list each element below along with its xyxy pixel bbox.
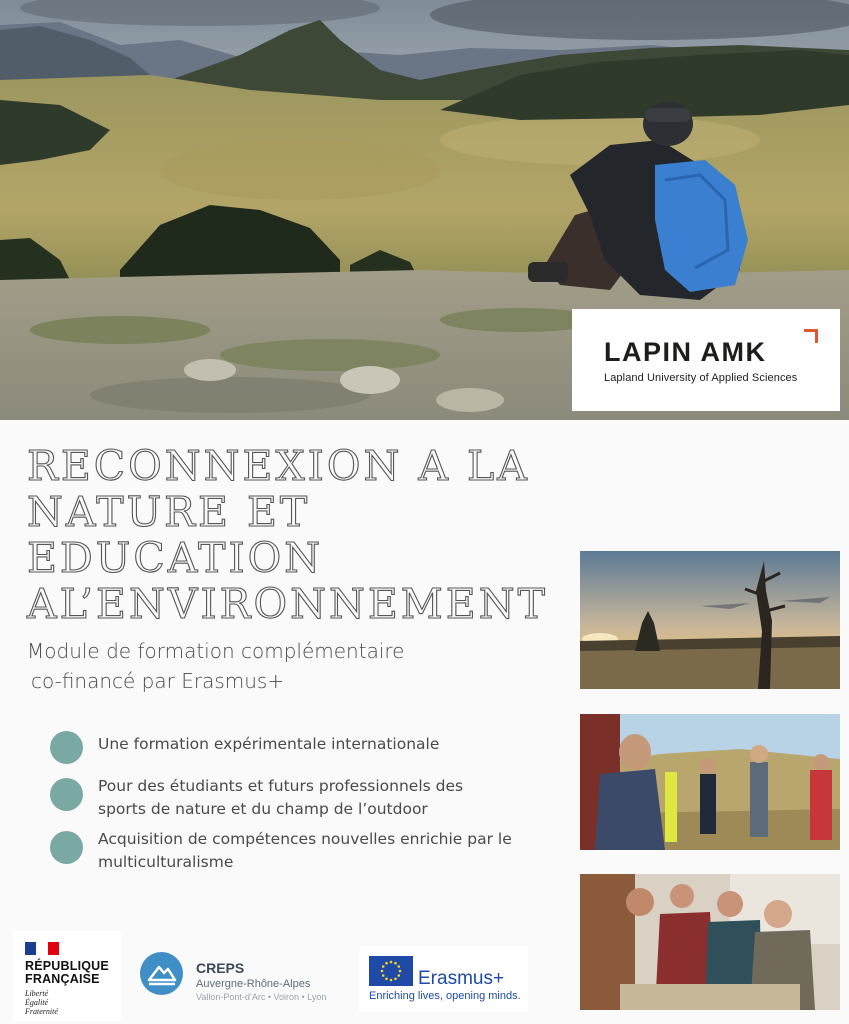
list-item [50, 775, 580, 821]
creps-name: CREPS [196, 960, 245, 976]
erasmus-name: Erasmus+ [418, 968, 505, 989]
bullet-text: Une formation expérimentale internationale [98, 735, 440, 753]
creps-mountain-icon [140, 952, 183, 995]
creps-region: Auvergne-Rhône-Alpes [196, 978, 311, 990]
eu-star-icon [390, 979, 393, 982]
title-line: NATURE ET [27, 488, 311, 536]
title-line: RECONNEXION A LA [27, 442, 530, 490]
creps-sites: Vallon-Pont-d’Arc • Voiron • Lyon [196, 992, 327, 1002]
group-hikers-photo [580, 714, 840, 850]
title-line: AL’ENVIRONNEMENT [27, 580, 548, 628]
eu-star-icon [382, 974, 385, 977]
erasmus-tagline: Enriching lives, opening minds. [369, 990, 521, 1002]
map-workshop-photo [580, 874, 840, 1010]
eu-flag-icon [369, 956, 413, 986]
eu-star-icon [394, 977, 397, 980]
eu-star-icon [399, 970, 402, 973]
list-item [50, 728, 580, 756]
sunset-tree-image [580, 551, 840, 689]
bullet-dot-icon [50, 831, 83, 864]
french-flag-icon [25, 942, 59, 955]
bullet-dot-icon [50, 778, 83, 811]
eu-star-icon [382, 965, 385, 968]
eu-star-icon [394, 962, 397, 965]
group-hikers-image [580, 714, 840, 850]
page-title [27, 443, 587, 627]
hero-photo [0, 0, 849, 420]
subtitle-line-1: Module de formation complémentaire [27, 639, 405, 663]
erasmus-logo [359, 946, 528, 1012]
title-line: EDUCATION [27, 534, 324, 582]
feature-list [50, 728, 580, 874]
subtitle-line-2: co-financé par Erasmus+ [31, 669, 285, 693]
bullet-dot-icon [50, 731, 83, 764]
list-item [50, 828, 580, 874]
eu-star-icon [381, 970, 384, 973]
lapin-amk-logo [572, 309, 840, 411]
map-workshop-image [580, 874, 840, 1010]
bullet-text: sports de nature et du champ de l’outdoor [98, 800, 428, 818]
lapin-amk-name: LAPIN AMK [604, 337, 767, 367]
sunset-tree-photo [580, 551, 840, 689]
bullet-text: Acquisition de compétences nouvelles enrichie par le [98, 830, 512, 848]
lapin-corner-mark-icon [804, 329, 818, 343]
creps-logo [140, 952, 354, 1002]
eu-star-icon [385, 962, 388, 965]
republique-motto: Liberté Égalité Fraternité [25, 989, 58, 1016]
republique-name: RÉPUBLIQUE FRANÇAISE [25, 959, 109, 986]
republique-francaise-logo [13, 931, 121, 1021]
eu-star-icon [385, 977, 388, 980]
bullet-text: Pour des étudiants et futurs professionnels des [98, 777, 464, 795]
bullet-text: multiculturalisme [98, 853, 234, 871]
eu-star-icon [397, 974, 400, 977]
eu-star-icon [390, 961, 393, 964]
eu-star-icon [397, 965, 400, 968]
subtitle [27, 636, 567, 696]
lapin-amk-subtitle: Lapland University of Applied Sciences [604, 372, 798, 384]
